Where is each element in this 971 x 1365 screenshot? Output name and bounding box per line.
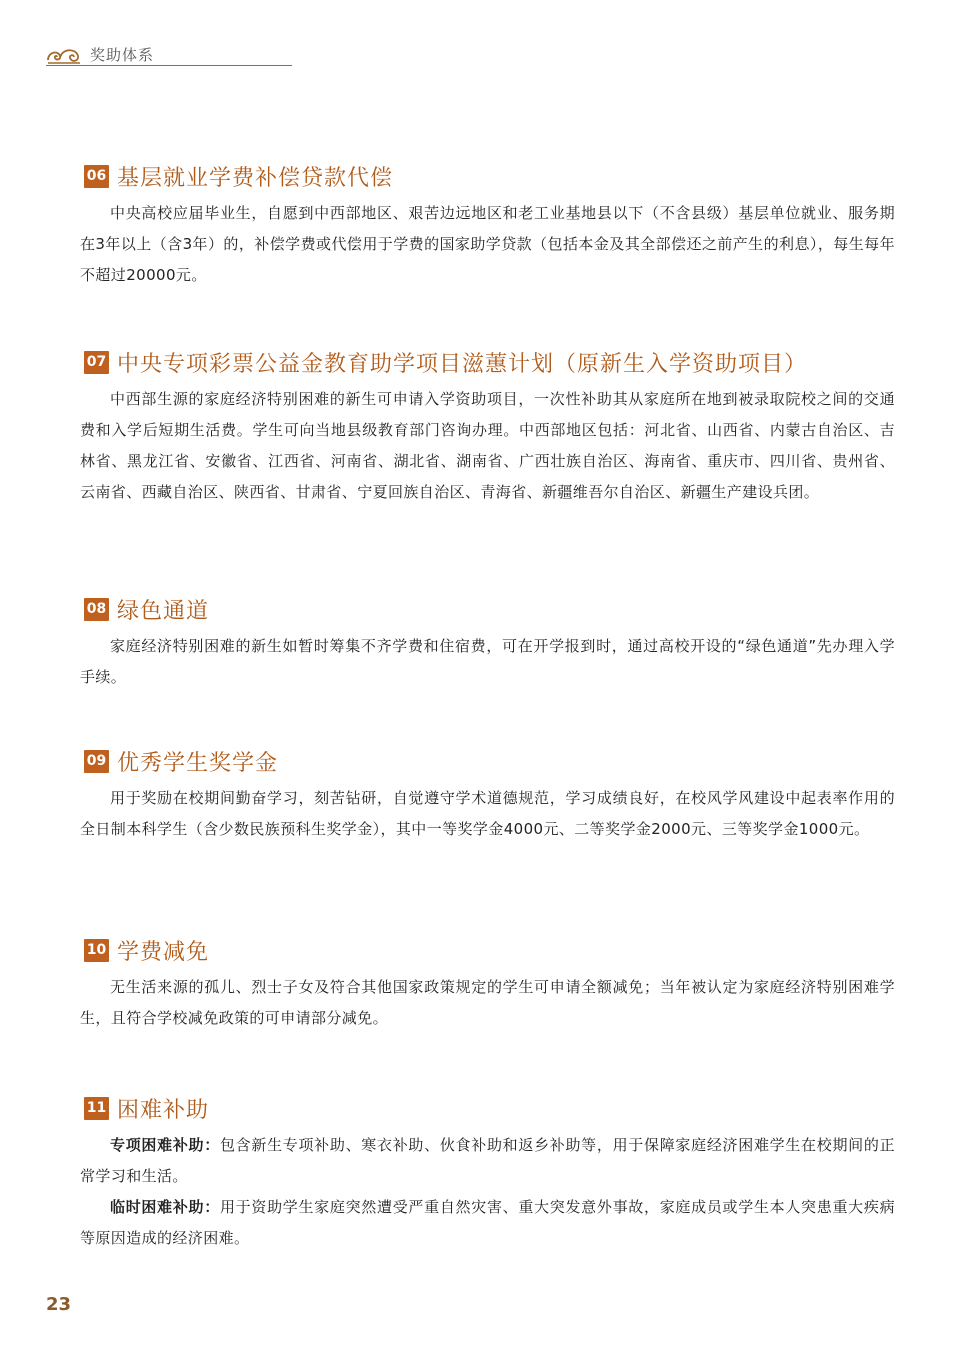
- section-number-badge: 09: [84, 750, 109, 773]
- section-heading: [80, 934, 895, 966]
- section-heading: [80, 593, 895, 625]
- cloud-ornament-icon: [46, 44, 82, 66]
- subsidy-label: 临时困难补助：: [110, 1198, 220, 1216]
- section-08: [80, 593, 895, 693]
- section-heading: [80, 160, 895, 192]
- section-paragraph: 家庭经济特别困难的新生如暂时筹集不齐学费和住宿费，可在开学报到时，通过高校开设的“绿色通道”先办理入学手续。: [80, 637, 895, 686]
- section-title: 学费减免: [117, 939, 210, 965]
- page-header: [46, 40, 292, 70]
- subsidy-item-temporary: [80, 1192, 895, 1254]
- section-number-badge: 06: [84, 165, 109, 188]
- section-title: 基层就业学费补偿贷款代偿: [117, 165, 394, 191]
- section-title: 优秀学生奖学金: [117, 750, 279, 776]
- header-rule: [46, 65, 292, 66]
- section-paragraph: 中央高校应届毕业生，自愿到中西部地区、艰苦边远地区和老工业基地县以下（不含县级）基层单位就业、服务期在3年以上（含3年）的，补偿学费或代偿用于学费的国家助学贷款（包括本金及其全部偿还之前产生的利息），每生每年不超过20000元。: [80, 204, 895, 284]
- page-number: 23: [46, 1294, 72, 1315]
- subsidy-text: 包含新生专项补助、寒衣补助、伙食补助和返乡补助等，用于保障家庭经济困难学生在校期间的正常学习和生活。: [80, 1136, 895, 1185]
- section-paragraph: 中西部生源的家庭经济特别困难的新生可申请入学资助项目，一次性补助其从家庭所在地到被录取院校之间的交通费和入学后短期生活费。学生可向当地县级教育部门咨询办理。中西部地区包括：河北省、山西省、内蒙古自治区、吉林省、黑龙江省、安徽省、江西省、河南省、湖北省、湖南省、广西壮族自治区、海南省、重庆市、四川省、贵州省、云南省、西藏自治区、陕西省、甘肃省、宁夏回族自治区、青海省、新疆维吾尔自治区、新疆生产建设兵团。: [80, 390, 895, 501]
- section-paragraph: 用于奖励在校期间勤奋学习，刻苦钻研，自觉遵守学术道德规范，学习成绩良好，在校风学风建设中起表率作用的全日制本科学生（含少数民族预科生奖学金），其中一等奖学金4000元、二等奖学金2000元、三等奖学金1000元。: [80, 789, 895, 838]
- section-06: [80, 160, 895, 291]
- section-title: 绿色通道: [117, 598, 210, 624]
- section-title: 困难补助: [117, 1097, 210, 1123]
- section-number-badge: 10: [84, 939, 109, 962]
- section-title: 中央专项彩票公益金教育助学项目滋蕙计划（原新生入学资助项目）: [117, 351, 808, 377]
- section-09: [80, 745, 895, 845]
- subsidy-item-special: [80, 1130, 895, 1192]
- section-heading: [80, 745, 895, 777]
- subsidy-label: 专项困难补助：: [110, 1136, 220, 1154]
- section-heading: [80, 346, 895, 378]
- section-number-badge: 08: [84, 598, 109, 621]
- section-paragraph: 无生活来源的孤儿、烈士子女及符合其他国家政策规定的学生可申请全额减免；当年被认定为家庭经济特别困难学生，且符合学校减免政策的可申请部分减免。: [80, 978, 895, 1027]
- header-title: 奖助体系: [90, 46, 155, 64]
- subsidy-text: 用于资助学生家庭突然遭受严重自然灾害、重大突发意外事故，家庭成员或学生本人突患重大疾病等原因造成的经济困难。: [80, 1198, 895, 1247]
- section-07: [80, 346, 895, 508]
- section-number-badge: 11: [84, 1097, 109, 1120]
- section-11: [80, 1092, 895, 1254]
- section-heading: [80, 1092, 895, 1124]
- section-10: [80, 934, 895, 1034]
- section-number-badge: 07: [84, 351, 109, 374]
